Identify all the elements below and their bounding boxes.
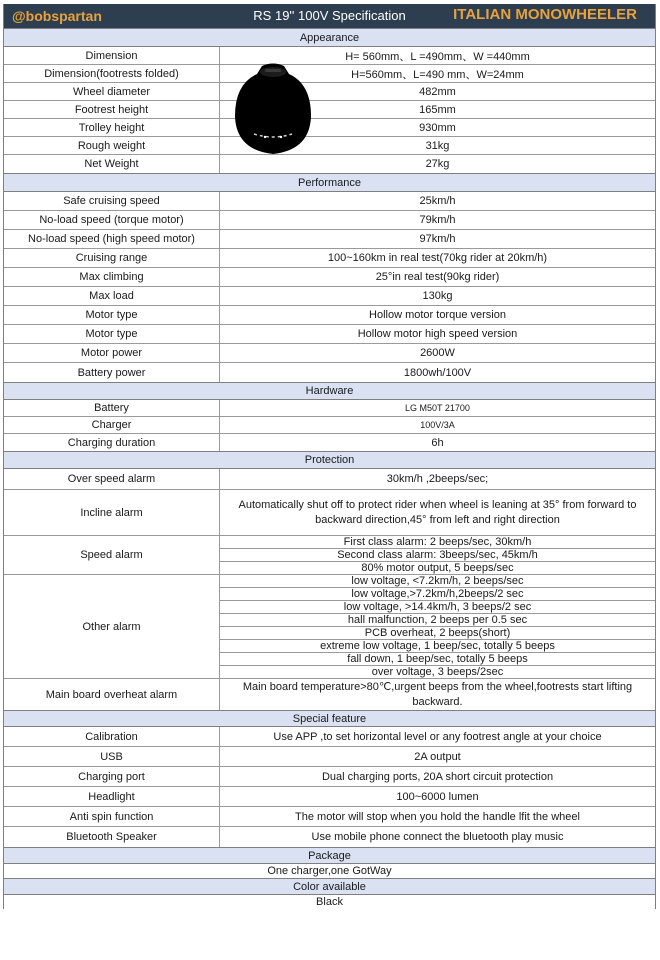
row-value: H=560mm、L=490 mm、W=24mm (351, 68, 524, 81)
row-value: Use APP ,to set horizontal level or any footrest angle at your choice (273, 730, 602, 743)
performance-rows (4, 191, 655, 382)
row-value: Main board temperature>80℃,urgent beeps from the wheel,footrests start lifting backward. (242, 680, 633, 708)
row-value: Hollow motor high speed version (357, 328, 518, 340)
row-value: The motor will stop when you hold the handle lfit the wheel (295, 810, 580, 823)
section-special-feature: Special feature (4, 710, 655, 726)
row-label: Dimension (4, 47, 220, 64)
row-value: 27kg (425, 158, 450, 170)
table-row (4, 211, 655, 230)
section-appearance: Appearance (4, 28, 655, 46)
table-row (4, 767, 655, 787)
row-label: Anti spin function (4, 807, 220, 826)
row-value: 165mm (419, 103, 456, 116)
row-label: Wheel diameter (4, 83, 220, 100)
appearance-rows (4, 46, 655, 173)
table-row (4, 344, 655, 363)
table-row (4, 807, 655, 827)
row-value: 930mm (419, 121, 456, 134)
row-label: No-load speed (torque motor) (4, 211, 220, 229)
row-label: Charging duration (4, 434, 220, 451)
row-label: Main board overheat alarm (4, 679, 220, 710)
row-value: Hollow motor torque version (369, 309, 506, 321)
table-row (4, 137, 655, 155)
table-row (4, 47, 655, 65)
row-label: Trolley height (4, 119, 220, 136)
table-row (4, 787, 655, 807)
table-row (4, 155, 655, 173)
section-package: Package (4, 847, 655, 863)
row-label: Cruising range (4, 249, 220, 267)
table-row (4, 490, 655, 536)
table-row (4, 268, 655, 287)
row-label: Charging port (4, 767, 220, 786)
row-value: 30km/h ,2beeps/sec; (386, 473, 489, 485)
row-value: PCB overheat, 2 beeps(short) (220, 627, 655, 640)
row-label: Calibration (4, 727, 220, 746)
group-values (220, 536, 655, 574)
row-value: 97km/h (419, 233, 456, 245)
table-row (4, 679, 655, 710)
table-row (4, 65, 655, 83)
row-value: 1800wh/100V (403, 366, 472, 379)
row-label: Footrest height (4, 101, 220, 118)
table-row (4, 747, 655, 767)
row-label: Rough weight (4, 137, 220, 154)
row-value: Automatically shut off to protect rider when wheel is leaning at 35° from forward to backward direction,45° from left and right direction (238, 498, 637, 526)
brand-name: ITALIAN MONOWHEELER (453, 6, 637, 23)
row-value: H= 560mm、L =490mm、W =440mm (345, 50, 530, 63)
table-group (4, 575, 655, 679)
row-label: No-load speed (high speed motor) (4, 230, 220, 248)
row-label: Headlight (4, 787, 220, 806)
group-values (220, 575, 655, 678)
table-group (4, 536, 655, 575)
author-handle: @bobspartan (12, 8, 102, 24)
table-row (4, 400, 655, 417)
row-label: Motor type (4, 325, 220, 343)
row-label: Battery power (4, 363, 220, 382)
row-value: LG M50T 21700 (405, 403, 470, 413)
section-color-available: Color available (4, 878, 655, 894)
row-value: 100V/3A (420, 420, 455, 430)
row-label: Net Weight (4, 155, 220, 173)
row-value: 31kg (425, 139, 450, 152)
color-value: Black (4, 894, 655, 909)
table-row (4, 727, 655, 747)
row-value: 25°in real test(90kg rider) (375, 271, 500, 283)
row-value: 80% motor output, 5 beeps/sec (361, 562, 514, 574)
row-value: hall malfunction, 2 beeps per 0.5 sec (220, 614, 655, 627)
section-hardware: Hardware (4, 382, 655, 399)
row-value: Second class alarm: 3beeps/sec, 45km/h (220, 549, 655, 562)
wheel-image (232, 60, 314, 156)
row-value: 79km/h (419, 214, 456, 226)
row-label: Speed alarm (4, 536, 220, 574)
row-label: Safe cruising speed (4, 192, 220, 210)
row-label: Dimension(footrests folded) (4, 65, 220, 82)
row-label: Motor type (4, 306, 220, 324)
table-row (4, 417, 655, 434)
row-value: 482mm (419, 85, 456, 98)
row-label: Incline alarm (4, 490, 220, 535)
table-row (4, 434, 655, 451)
special-rows (4, 726, 655, 847)
row-value: fall down, 1 beep/sec, totally 5 beeps (220, 653, 655, 666)
title-bar (4, 4, 655, 28)
sheet-title: RS 19'' 100V Specification (253, 8, 406, 23)
section-protection: Protection (4, 451, 655, 468)
table-row (4, 363, 655, 382)
protection-rows (4, 468, 655, 710)
row-value: 25km/h (419, 195, 456, 207)
row-label: Battery (4, 400, 220, 416)
table-row (4, 827, 655, 847)
table-row (4, 306, 655, 325)
row-value: Dual charging ports, 20A short circuit protection (321, 770, 554, 783)
row-value: 2600W (420, 347, 455, 359)
table-row (4, 249, 655, 268)
row-value: 2A output (414, 750, 461, 763)
row-label: Charger (4, 417, 220, 433)
row-label: Motor power (4, 344, 220, 362)
row-label: Over speed alarm (4, 469, 220, 489)
row-label: Max load (4, 287, 220, 305)
section-performance: Performance (4, 173, 655, 191)
table-row (4, 119, 655, 137)
row-value: extreme low voltage, 1 beep/sec, totally 5 beeps (220, 640, 655, 653)
hardware-rows (4, 399, 655, 451)
row-value: over voltage, 3 beeps/2sec (371, 666, 504, 678)
row-value: 100~6000 lumen (396, 790, 479, 803)
row-value: 100~160km in real test(70kg rider at 20km/h) (327, 252, 548, 264)
row-value: low voltage, >14.4km/h, 3 beeps/2 sec (220, 601, 655, 614)
row-value: low voltage,>7.2km/h,2beeps/2 sec (220, 588, 655, 601)
table-row (4, 287, 655, 306)
table-row (4, 325, 655, 344)
package-value: One charger,one GotWay (4, 863, 655, 878)
row-value: Use mobile phone connect the bluetooth play music (311, 831, 564, 843)
row-value: 130kg (422, 290, 453, 302)
spec-sheet (3, 4, 656, 909)
row-label: Other alarm (4, 575, 220, 678)
table-row (4, 469, 655, 490)
row-value: 6h (431, 436, 444, 449)
row-label: Bluetooth Speaker (4, 827, 220, 847)
row-label: USB (4, 747, 220, 766)
row-label: Max climbing (4, 268, 220, 286)
table-row (4, 230, 655, 249)
row-value: low voltage, <7.2km/h, 2 beeps/sec (220, 575, 655, 588)
table-row (4, 83, 655, 101)
table-row (4, 101, 655, 119)
table-row (4, 192, 655, 211)
row-value: First class alarm: 2 beeps/sec, 30km/h (220, 536, 655, 549)
